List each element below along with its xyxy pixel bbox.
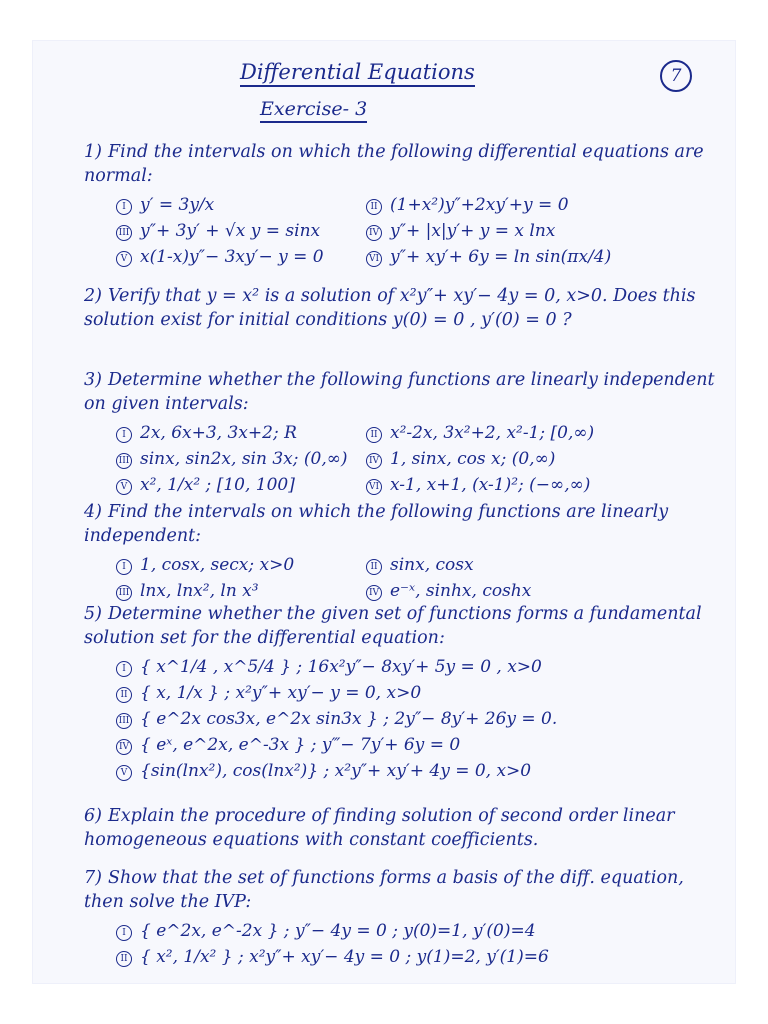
equation: { x², 1/x² } ; x²y″+ xy′− 4y = 0 ; y(1)=2, y′(1)=6 (140, 947, 549, 967)
list-item (84, 578, 366, 604)
question-number: 1) (84, 142, 102, 162)
equation: sinx, cosx (390, 555, 474, 575)
roman-marker: I (116, 925, 132, 941)
roman-marker: IV (366, 225, 382, 241)
roman-marker: IV (116, 739, 132, 755)
list-item (366, 244, 724, 270)
equation: x-1, x+1, (x-1)²; (−∞,∞) (390, 475, 591, 495)
list-item (366, 218, 724, 244)
equation: { e^2x, e^-2x } ; y″− 4y = 0 ; y(0)=1, y′(0)=4 (140, 921, 536, 941)
equation: { x, 1/x } ; x²y″+ xy′− y = 0, x>0 (140, 683, 422, 703)
equation: y″+ 3y′ + √x y = sinx (140, 221, 321, 241)
exercise-heading: Exercise- 3 (260, 98, 367, 123)
equation: { x^1/4 , x^5/4 } ; 16x²y″− 8xy′+ 5y = 0 , x>0 (140, 657, 542, 677)
list-item (84, 192, 366, 218)
question-text: Show that the set of functions forms a basis of the diff. equation, then solve the IVP: (84, 868, 684, 912)
list-item (366, 578, 724, 604)
question-7 (84, 866, 724, 970)
equation: { e^2x cos3x, e^2x sin3x } ; 2y″− 8y′+ 26y = 0. (140, 709, 558, 729)
page-title: Differential Equations (240, 60, 475, 87)
roman-marker: IV (366, 585, 382, 601)
roman-marker: VI (366, 251, 382, 267)
item-row (84, 192, 724, 218)
roman-marker: I (116, 427, 132, 443)
roman-marker: II (366, 427, 382, 443)
list-item (84, 420, 366, 446)
roman-marker: I (116, 199, 132, 215)
list-item (84, 944, 549, 970)
roman-marker: V (116, 765, 132, 781)
list-item (84, 732, 460, 758)
roman-marker: III (116, 453, 132, 469)
roman-marker: V (116, 251, 132, 267)
list-item (84, 446, 366, 472)
question-number: 3) (84, 370, 102, 390)
list-item (84, 218, 366, 244)
question-text: Determine whether the given set of functions forms a fundamental solution set for the differential equation: (84, 604, 702, 648)
item-row (84, 446, 724, 472)
item-row (84, 918, 724, 944)
item-row (84, 578, 724, 604)
question-text: Explain the procedure of finding solution of second order linear homogeneous equations with constant coefficients. (84, 806, 675, 850)
item-row (84, 420, 724, 446)
item-row (84, 758, 724, 784)
question-text: Find the intervals on which the following differential equations are normal: (84, 142, 704, 186)
equation: x²-2x, 3x²+2, x²-1; [0,∞) (390, 423, 595, 443)
equation: 1, cosx, secx; x>0 (140, 555, 295, 575)
item-row (84, 244, 724, 270)
item-row (84, 552, 724, 578)
roman-marker: II (116, 951, 132, 967)
question-1 (84, 140, 724, 270)
question-number: 2) (84, 286, 102, 306)
roman-marker: I (116, 661, 132, 677)
list-item (84, 654, 542, 680)
page-number-badge: 7 (660, 60, 692, 92)
list-item (366, 472, 724, 498)
equation: lnx, lnx², ln x³ (140, 581, 259, 601)
list-item (366, 446, 724, 472)
equation: y″+ xy′+ 6y = ln sin(πx/4) (390, 247, 612, 267)
equation: { eˣ, e^2x, e^-3x } ; y‴− 7y′+ 6y = 0 (140, 735, 461, 755)
roman-marker: V (116, 479, 132, 495)
list-item (84, 918, 536, 944)
roman-marker: II (116, 687, 132, 703)
question-2 (84, 284, 724, 332)
equation: y″+ |x|y′+ y = x lnx (390, 221, 556, 241)
question-text: Find the intervals on which the following functions are linearly independent: (84, 502, 669, 546)
item-row (84, 732, 724, 758)
question-text: Verify that y = x² is a solution of x²y″+ xy′− 4y = 0, x>0. Does this solution exist for initial conditions y(0) = 0 , y′(0) = 0 ? (84, 286, 696, 330)
equation: sinx, sin2x, sin 3x; (0,∞) (140, 449, 348, 469)
list-item (366, 192, 724, 218)
equation: (1+x²)y″+2xy′+y = 0 (390, 195, 569, 215)
item-row (84, 654, 724, 680)
roman-marker: II (366, 559, 382, 575)
roman-marker: IV (366, 453, 382, 469)
question-number: 4) (84, 502, 102, 522)
list-item (84, 552, 366, 578)
roman-marker: I (116, 559, 132, 575)
item-row (84, 472, 724, 498)
question-5 (84, 602, 724, 784)
list-item (84, 244, 366, 270)
list-item (84, 680, 421, 706)
equation: e⁻ˣ, sinhx, coshx (390, 581, 532, 601)
question-text: Determine whether the following functions are linearly independent on given intervals: (84, 370, 715, 414)
equation: x(1-x)y″− 3xy′− y = 0 (140, 247, 324, 267)
question-number: 7) (84, 868, 102, 888)
scanned-sheet (32, 40, 736, 984)
item-row (84, 944, 724, 970)
question-4 (84, 500, 724, 604)
question-number: 6) (84, 806, 102, 826)
equation: x², 1/x² ; [10, 100] (140, 475, 295, 495)
equation: 1, sinx, cos x; (0,∞) (390, 449, 556, 469)
equation: {sin(lnx²), cos(lnx²)} ; x²y″+ xy′+ 4y = 0, x>0 (140, 761, 532, 781)
question-number: 5) (84, 604, 102, 624)
question-6 (84, 804, 724, 852)
roman-marker: VI (366, 479, 382, 495)
item-row (84, 680, 724, 706)
roman-marker: III (116, 225, 132, 241)
list-item (366, 420, 724, 446)
list-item (84, 472, 366, 498)
roman-marker: III (116, 585, 132, 601)
roman-marker: III (116, 713, 132, 729)
roman-marker: II (366, 199, 382, 215)
list-item (366, 552, 724, 578)
equation: y′ = 3y/x (140, 195, 215, 215)
item-row (84, 218, 724, 244)
equation: 2x, 6x+3, 3x+2; R (140, 423, 297, 443)
item-row (84, 706, 724, 732)
question-3 (84, 368, 724, 498)
list-item (84, 758, 531, 784)
list-item (84, 706, 557, 732)
